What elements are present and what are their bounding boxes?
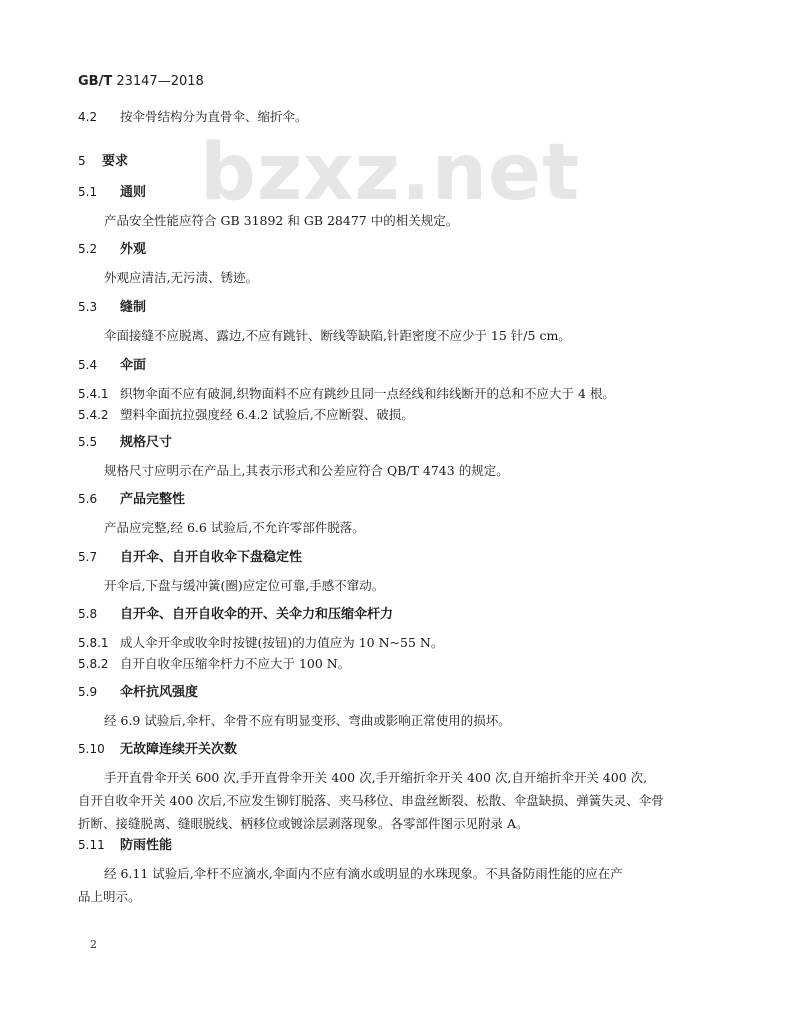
section-5-7-heading	[78, 548, 302, 567]
section-5-10-heading	[78, 740, 237, 759]
section-5-8-heading	[78, 605, 393, 624]
section-number: 5.1	[78, 185, 98, 199]
section-5-heading	[78, 152, 128, 171]
section-5-1-body: 产品安全性能应符合 GB 31892 和 GB 28477 中的相关规定。	[104, 213, 459, 228]
section-number: 5.7	[78, 550, 98, 564]
section-number: 5.5	[78, 435, 98, 449]
section-number: 5.11	[78, 838, 105, 852]
paragraph-line: 品上明示。	[78, 889, 141, 904]
clause-number: 5.8.2	[78, 657, 109, 671]
section-title: 防雨性能	[120, 838, 173, 853]
clause-4-2	[78, 108, 308, 127]
section-title: 要求	[102, 154, 129, 169]
section-title: 无故障连续开关次数	[120, 742, 238, 757]
section-5-5-heading	[78, 433, 172, 452]
section-5-6-heading	[78, 490, 185, 509]
section-number: 5	[78, 154, 86, 168]
section-number: 5.9	[78, 685, 98, 699]
section-title: 自开伞、自开自收伞下盘稳定性	[120, 550, 303, 565]
section-5-2-heading	[78, 240, 146, 259]
paragraph-line: 手开直骨伞开关 600 次,手开直骨伞开关 400 次,手开缩折伞开关 400 次,自开缩折伞开关 400 次,	[104, 770, 648, 785]
standard-number-header	[78, 74, 204, 89]
section-title: 规格尺寸	[120, 435, 173, 450]
clause-5-8-1	[78, 634, 443, 653]
clause-5-4-1	[78, 385, 615, 404]
section-5-11-heading	[78, 836, 172, 855]
section-title: 产品完整性	[120, 492, 186, 507]
clause-5-8-2	[78, 655, 350, 674]
section-title: 自开伞、自开自收伞的开、关伞力和压缩伞杆力	[120, 607, 394, 622]
section-title: 通则	[120, 185, 147, 200]
paragraph-line: 自开自收伞开关 400 次后,不应发生铆钉脱落、夹马移位、串盘丝断裂、松散、伞盘缺损、弹簧失灵、伞骨	[78, 793, 664, 808]
paragraph-line: 经 6.11 试验后,伞杆不应滴水,伞面内不应有滴水或明显的水珠现象。不具备防雨性能的应在产	[104, 866, 623, 881]
standard-prefix: GB/T	[78, 74, 113, 89]
clause-number: 5.8.1	[78, 636, 109, 650]
section-5-9-body: 经 6.9 试验后,伞杆、伞骨不应有明显变形、弯曲或影响正常使用的损坏。	[104, 713, 511, 728]
section-title: 外观	[120, 242, 147, 257]
clause-text: 塑料伞面抗拉强度经 6.4.2 试验后,不应断裂、破损。	[120, 407, 414, 422]
section-number: 5.2	[78, 242, 98, 256]
section-5-10-body	[78, 766, 678, 835]
section-title: 伞面	[120, 358, 147, 373]
clause-text: 成人伞开伞或收伞时按键(按钮)的力值应为 10 N~55 N。	[120, 635, 444, 650]
page-number: 2	[90, 938, 97, 951]
watermark-text: bzxz.net	[200, 128, 581, 218]
clause-text: 织物伞面不应有破洞,织物面料不应有跳纱且同一点经线和纬线断开的总和不应大于 4 根。	[120, 386, 615, 401]
section-5-11-body	[78, 862, 678, 908]
section-5-9-heading	[78, 683, 198, 702]
clause-number: 5.4.1	[78, 387, 109, 401]
standard-number: 23147—2018	[116, 74, 204, 89]
clause-text: 按伞骨结构分为直骨伞、缩折伞。	[120, 109, 308, 124]
section-5-3-body: 伞面接缝不应脱离、露边,不应有跳针、断线等缺陷,针距密度不应少于 15 针/5 cm。	[104, 328, 571, 343]
clause-text: 自开自收伞压缩伞杆力不应大于 100 N。	[120, 656, 351, 671]
paragraph-line: 折断、接缝脱离、缝眼脱线、柄移位或镀涂层剥落现象。各零部件图示见附录 A。	[78, 816, 529, 831]
section-title: 伞杆抗风强度	[120, 685, 199, 700]
section-5-4-heading	[78, 356, 146, 375]
clause-number: 4.2	[78, 110, 98, 124]
section-5-7-body: 开伞后,下盘与缓冲簧(圈)应定位可靠,手感不窜动。	[104, 578, 385, 593]
section-5-5-body: 规格尺寸应明示在产品上,其表示形式和公差应符合 QB/T 4743 的规定。	[104, 463, 509, 478]
section-number: 5.4	[78, 358, 98, 372]
section-title: 缝制	[120, 300, 147, 315]
clause-number: 5.4.2	[78, 408, 109, 422]
section-number: 5.10	[78, 742, 105, 756]
section-5-3-heading	[78, 298, 146, 317]
section-number: 5.8	[78, 607, 98, 621]
section-5-2-body: 外观应清洁,无污渍、锈迹。	[104, 270, 258, 285]
section-number: 5.3	[78, 300, 98, 314]
clause-5-4-2	[78, 406, 414, 425]
section-5-1-heading	[78, 183, 146, 202]
section-5-6-body: 产品应完整,经 6.6 试验后,不允许零部件脱落。	[104, 520, 365, 535]
section-number: 5.6	[78, 492, 98, 506]
